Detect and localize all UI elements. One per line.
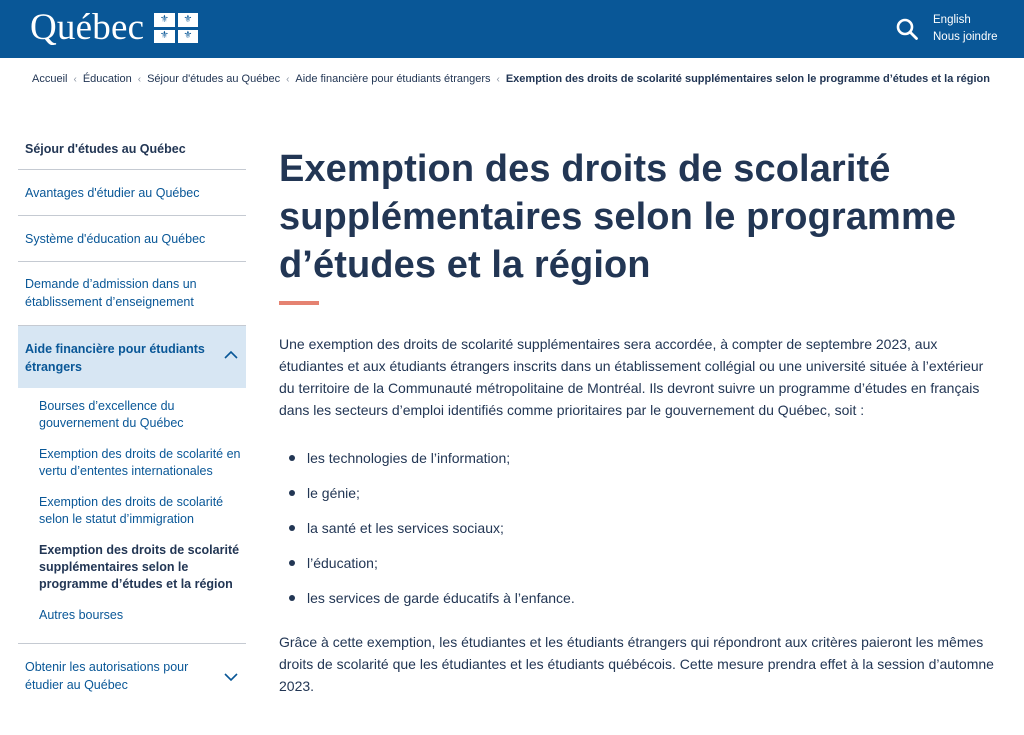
chevron-down-icon[interactable] — [224, 670, 238, 684]
fleurdelise-flag-icon: ⚜ ⚜ ⚜ ⚜ — [154, 13, 198, 43]
search-icon[interactable] — [895, 17, 919, 41]
sidebar-item-admission[interactable]: Demande d’admission dans un établissement d’enseignement — [18, 262, 246, 326]
title-accent-rule — [279, 301, 319, 305]
sidebar-subitem-statut[interactable]: Exemption des droits de scolarité selon le statut d’immigration — [39, 495, 224, 526]
header-links — [933, 12, 998, 46]
quebec-logo[interactable] — [30, 8, 198, 48]
logo-text: Québec — [30, 7, 145, 48]
breadcrumb-separator-icon: ‹ — [137, 73, 142, 85]
contact-link[interactable]: Nous joindre — [933, 31, 998, 43]
chevron-up-icon[interactable] — [224, 348, 238, 362]
breadcrumb — [32, 73, 990, 85]
top-header — [0, 0, 1024, 58]
page-title: Exemption des droits de scolarité supplémentaires selon le programme d’études et la région — [279, 148, 957, 286]
conclusion-paragraph: Grâce à cette exemption, les étudiantes et les étudiants étrangers qui répondront aux critères paieront les mêmes droits de scolarité que les étudiantes et les étudiants québécois. Cette mesure prendra effet à la session d’automne 2023. — [279, 634, 994, 694]
breadcrumb-sejour[interactable]: Séjour d'études au Québec — [147, 73, 281, 85]
sidebar-nav — [18, 128, 246, 700]
sidebar-item-aide-financiere[interactable] — [18, 326, 246, 388]
sidebar-subitem-current[interactable]: Exemption des droits de scolarité supplémentaires selon le programme d’études et la région — [39, 543, 240, 591]
list-item: la santé et les services sociaux; — [289, 517, 999, 539]
sidebar-subitem-autres[interactable]: Autres bourses — [39, 608, 124, 622]
english-link[interactable]: English — [933, 14, 971, 26]
intro-paragraph: Une exemption des droits de scolarité supplémentaires sera accordée, à compter de septembre 2023, aux étudiantes et aux étudiants étrangers inscrits dans un établissement collégial ou une université située à l’extérieur du territoire de la Communauté métropolitaine de Montréal. Ils devront suivre un programme d’études en français dans les secteurs d’emploi identifiés comme prioritaires par le gouvernement du Québec, soit : — [279, 336, 984, 418]
list-item: les services de garde éducatifs à l’enfance. — [289, 587, 999, 609]
breadcrumb-education[interactable]: Éducation — [82, 73, 132, 85]
priority-sectors-list — [289, 447, 999, 609]
sidebar-subitems — [18, 388, 246, 644]
sidebar-item-autorisations[interactable] — [18, 644, 246, 700]
sidebar-subitem-bourses[interactable]: Bourses d’excellence du gouvernement du Québec — [39, 399, 184, 430]
sidebar-active-label: Aide financière pour étudiants étrangers — [25, 342, 205, 374]
main-content — [279, 145, 999, 697]
breadcrumb-aide[interactable]: Aide financière pour étudiants étrangers — [295, 73, 491, 85]
breadcrumb-separator-icon: ‹ — [496, 73, 500, 85]
breadcrumb-separator-icon: ‹ — [286, 73, 290, 85]
sidebar-subitem-ententes[interactable]: Exemption des droits de scolarité en vertu d’ententes internationales — [39, 447, 241, 478]
list-item: le génie; — [289, 482, 999, 504]
breadcrumb-home[interactable]: Accueil — [32, 73, 68, 85]
breadcrumb-current: Exemption des droits de scolarité supplémentaires selon le programme d’études et la région — [505, 73, 990, 85]
sidebar-title: Séjour d'études au Québec — [18, 128, 246, 170]
sidebar-item-label: Obtenir les autorisations pour étudier au Québec — [25, 660, 189, 692]
sidebar-item-systeme[interactable]: Système d'éducation au Québec — [18, 216, 246, 262]
list-item: les technologies de l’information; — [289, 447, 999, 469]
breadcrumb-separator-icon: ‹ — [73, 73, 77, 85]
sidebar-item-avantages[interactable]: Avantages d'étudier au Québec — [18, 170, 246, 216]
list-item: l’éducation; — [289, 552, 999, 574]
